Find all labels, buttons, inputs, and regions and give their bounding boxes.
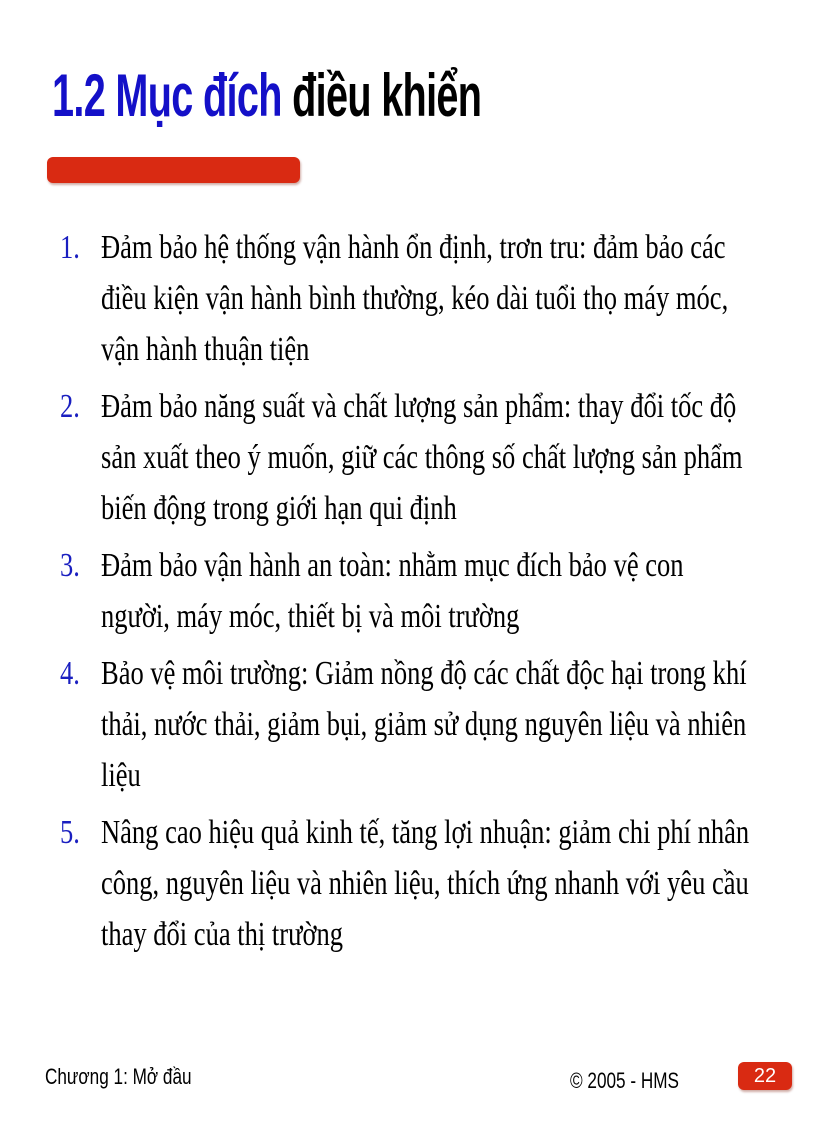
list-item-number: 2.	[60, 388, 80, 425]
page-number: 22	[753, 1065, 777, 1087]
list-item	[60, 648, 800, 801]
list-item-text: Bảo vệ môi trường: Giảm nồng độ các chất độc hại trong khí thải, nước thải, giảm bụi, giảm sử dụng nguyên liệu và nhiên liệu	[101, 655, 747, 794]
list-item	[60, 222, 800, 375]
list-item	[60, 540, 800, 642]
list-item-number: 3.	[60, 547, 80, 584]
slide-title	[52, 56, 481, 136]
list-item	[60, 381, 800, 534]
list-item-text: Đảm bảo hệ thống vận hành ổn định, trơn tru: đảm bảo các điều kiện vận hành bình thường, kéo dài tuổi thọ máy móc, vận hành thuận tiện	[101, 229, 729, 368]
objectives-list	[60, 222, 800, 966]
list-item-number: 5.	[60, 814, 80, 851]
footer-copyright: © 2005 - HMS	[570, 1068, 679, 1093]
list-item-number: 1.	[60, 229, 80, 266]
title-underline-bar	[47, 157, 300, 183]
page-number-badge	[738, 1062, 792, 1090]
list-item-number: 4.	[60, 655, 80, 692]
list-item-text: Đảm bảo vận hành an toàn: nhằm mục đích bảo vệ con người, máy móc, thiết bị và môi trường	[101, 547, 684, 635]
footer-chapter-label: Chương 1: Mở đầu	[45, 1064, 192, 1089]
list-item-text: Đảm bảo năng suất và chất lượng sản phẩm: thay đổi tốc độ sản xuất theo ý muốn, giữ các thông số chất lượng sản phẩm biến động trong giới hạn qui định	[101, 388, 743, 527]
list-item	[60, 807, 800, 960]
slide-title-black-part: điều khiển	[292, 62, 482, 129]
slide-title-blue-part: 1.2 Mục đích	[52, 62, 282, 129]
list-item-text: Nâng cao hiệu quả kinh tế, tăng lợi nhuận: giảm chi phí nhân công, nguyên liệu và nhiên liệu, thích ứng nhanh với yêu cầu thay đổi của thị trường	[101, 814, 750, 953]
